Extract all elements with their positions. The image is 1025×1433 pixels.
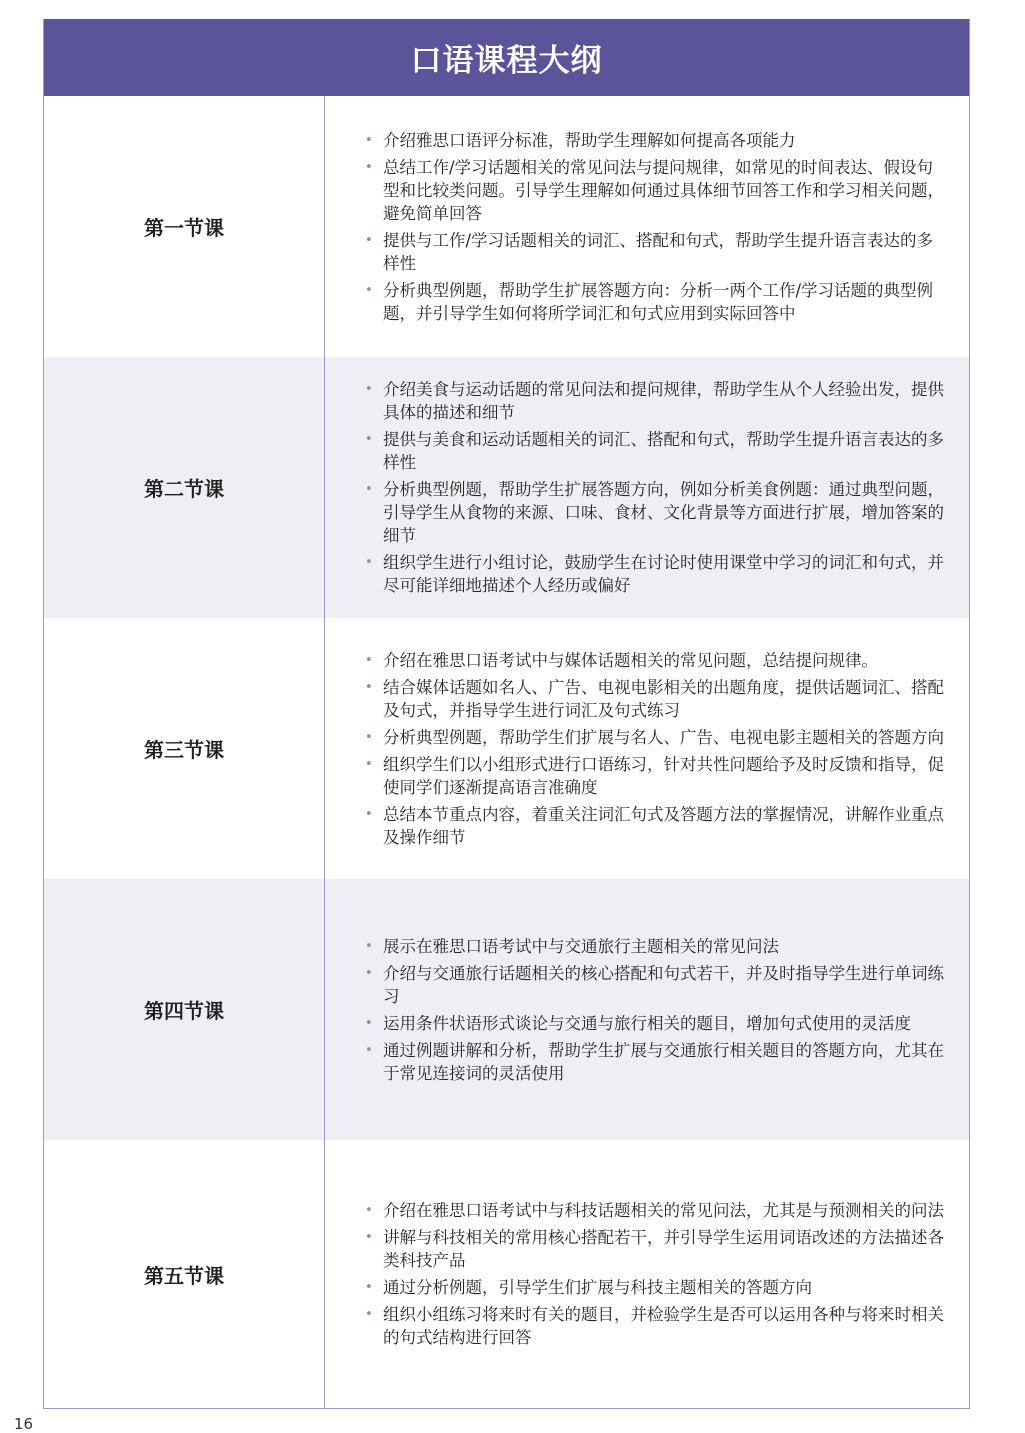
syllabus-table xyxy=(43,19,970,1409)
bullet-text: 组织学生进行小组讨论，鼓励学生在讨论时使用课堂中学习的词汇和句式，并尽可能详细地描述个人经历或偏好 xyxy=(383,553,944,595)
lesson-row xyxy=(44,879,969,1140)
bullet-text: 分析典型例题，帮助学生们扩展与名人、广告、电视电影主题相关的答题方向 xyxy=(383,727,944,747)
lesson-row xyxy=(44,1140,969,1408)
bullet-dot-icon: • xyxy=(365,729,373,745)
bullet-item xyxy=(365,378,947,424)
bullet-dot-icon: • xyxy=(365,159,373,175)
bullet-dot-icon: • xyxy=(365,806,373,822)
bullet-dot-icon: • xyxy=(365,382,373,397)
lesson-name: 第四节课 xyxy=(44,879,325,1140)
bullet-text: 通过例题讲解和分析，帮助学生扩展与交通旅行相关题目的答题方向，尤其在于常见连接词的灵活使用 xyxy=(383,1040,944,1083)
bullet-item xyxy=(365,935,947,958)
bullet-item xyxy=(365,962,947,1008)
lesson-content xyxy=(325,1140,969,1408)
bullet-item xyxy=(365,1303,947,1349)
bullet-dot-icon: • xyxy=(365,555,373,570)
bullet-item xyxy=(365,1199,947,1222)
lesson-content xyxy=(325,618,969,879)
page-number: 16 xyxy=(14,1415,34,1433)
bullet-text: 通过分析例题，引导学生们扩展与科技主题相关的答题方向 xyxy=(383,1278,812,1297)
lesson-name: 第二节课 xyxy=(44,357,325,618)
bullet-dot-icon: • xyxy=(365,679,373,695)
bullet-item xyxy=(365,753,947,799)
bullet-text: 运用条件状语形式谈论与交通与旅行相关的题目，增加句式使用的灵活度 xyxy=(383,1013,911,1033)
bullet-dot-icon: • xyxy=(365,432,373,447)
bullet-dot-icon: • xyxy=(365,1203,373,1218)
bullet-text: 介绍美食与运动话题的常见问法和提问规律，帮助学生从个人经验出发，提供具体的描述和细节 xyxy=(383,380,944,422)
bullet-dot-icon: • xyxy=(365,652,373,668)
bullet-text: 分析典型例题，帮助学生扩展答题方向，例如分析美食例题：通过典型问题，引导学生从食物的来源、口味、食材、文化背景等方面进行扩展，增加答案的细节 xyxy=(383,480,944,545)
bullet-item xyxy=(365,428,947,474)
table-title: 口语课程大纲 xyxy=(44,19,969,96)
bullet-item xyxy=(365,129,947,152)
lesson-name: 第三节课 xyxy=(44,618,325,879)
lesson-name: 第五节课 xyxy=(44,1140,325,1408)
bullet-item xyxy=(365,1012,947,1035)
bullet-dot-icon: • xyxy=(365,965,373,981)
bullet-text: 介绍在雅思口语考试中与科技话题相关的常见问法，尤其是与预测相关的问法 xyxy=(383,1201,944,1220)
bullet-dot-icon: • xyxy=(365,756,373,772)
bullet-item xyxy=(365,676,947,722)
bullet-text: 介绍雅思口语评分标准，帮助学生理解如何提高各项能力 xyxy=(383,130,796,150)
bullet-dot-icon: • xyxy=(365,1280,373,1295)
lesson-name: 第一节课 xyxy=(44,96,325,357)
bullet-item xyxy=(365,478,947,547)
bullet-item xyxy=(365,551,947,597)
bullet-dot-icon: • xyxy=(365,232,373,248)
bullet-list xyxy=(365,935,947,1085)
lesson-row xyxy=(44,357,969,618)
bullet-dot-icon: • xyxy=(365,1230,373,1245)
lesson-row xyxy=(44,618,969,879)
bullet-list xyxy=(365,1199,947,1349)
bullet-item xyxy=(365,726,947,749)
bullet-text: 提供与工作/学习话题相关的词汇、搭配和句式，帮助学生提升语言表达的多样性 xyxy=(383,230,934,273)
bullet-item xyxy=(365,1039,947,1085)
bullet-text: 提供与美食和运动话题相关的词汇、搭配和句式，帮助学生提升语言表达的多样性 xyxy=(383,430,944,472)
lesson-content xyxy=(325,879,969,1140)
bullet-item xyxy=(365,279,947,325)
bullet-list xyxy=(365,649,947,849)
bullet-item xyxy=(365,803,947,849)
bullet-dot-icon: • xyxy=(365,1015,373,1031)
bullet-text: 展示在雅思口语考试中与交通旅行主题相关的常见问法 xyxy=(383,936,779,956)
bullet-item xyxy=(365,156,947,225)
bullet-dot-icon: • xyxy=(365,1042,373,1058)
bullet-text: 介绍与交通旅行话题相关的核心搭配和句式若干，并及时指导学生进行单词练习 xyxy=(383,963,944,1006)
bullet-item xyxy=(365,1276,947,1299)
bullet-dot-icon: • xyxy=(365,1307,373,1322)
bullet-dot-icon: • xyxy=(365,938,373,954)
lesson-content xyxy=(325,357,969,618)
bullet-dot-icon: • xyxy=(365,132,373,148)
bullet-text: 讲解与科技相关的常用核心搭配若干，并引导学生运用词语改述的方法描述各类科技产品 xyxy=(383,1228,944,1270)
bullet-text: 结合媒体话题如名人、广告、电视电影相关的出题角度，提供话题词汇、搭配及句式，并指导学生进行词汇及句式练习 xyxy=(383,677,944,720)
lesson-row xyxy=(44,96,969,357)
lesson-content xyxy=(325,96,969,357)
bullet-item xyxy=(365,1226,947,1272)
bullet-list xyxy=(365,129,947,325)
bullet-dot-icon: • xyxy=(365,482,373,497)
bullet-text: 分析典型例题，帮助学生扩展答题方向：分析一两个工作/学习话题的典型例题，并引导学生如何将所学词汇和句式应用到实际回答中 xyxy=(383,280,934,323)
bullet-text: 总结本节重点内容，着重关注词汇句式及答题方法的掌握情况，讲解作业重点及操作细节 xyxy=(383,804,944,847)
bullet-item xyxy=(365,649,947,672)
bullet-text: 组织学生们以小组形式进行口语练习，针对共性问题给予及时反馈和指导，促使同学们逐渐提高语言准确度 xyxy=(383,754,944,797)
bullet-item xyxy=(365,229,947,275)
bullet-text: 组织小组练习将来时有关的题目，并检验学生是否可以运用各种与将来时相关的句式结构进行回答 xyxy=(383,1305,944,1347)
bullet-text: 介绍在雅思口语考试中与媒体话题相关的常见问题，总结提问规律。 xyxy=(383,650,878,670)
bullet-list xyxy=(365,378,947,597)
bullet-text: 总结工作/学习话题相关的常见问法与提问规律，如常见的时间表达、假设句型和比较类问题。引导学生理解如何通过具体细节回答工作和学习相关问题，避免简单回答 xyxy=(383,157,944,223)
bullet-dot-icon: • xyxy=(365,282,373,298)
